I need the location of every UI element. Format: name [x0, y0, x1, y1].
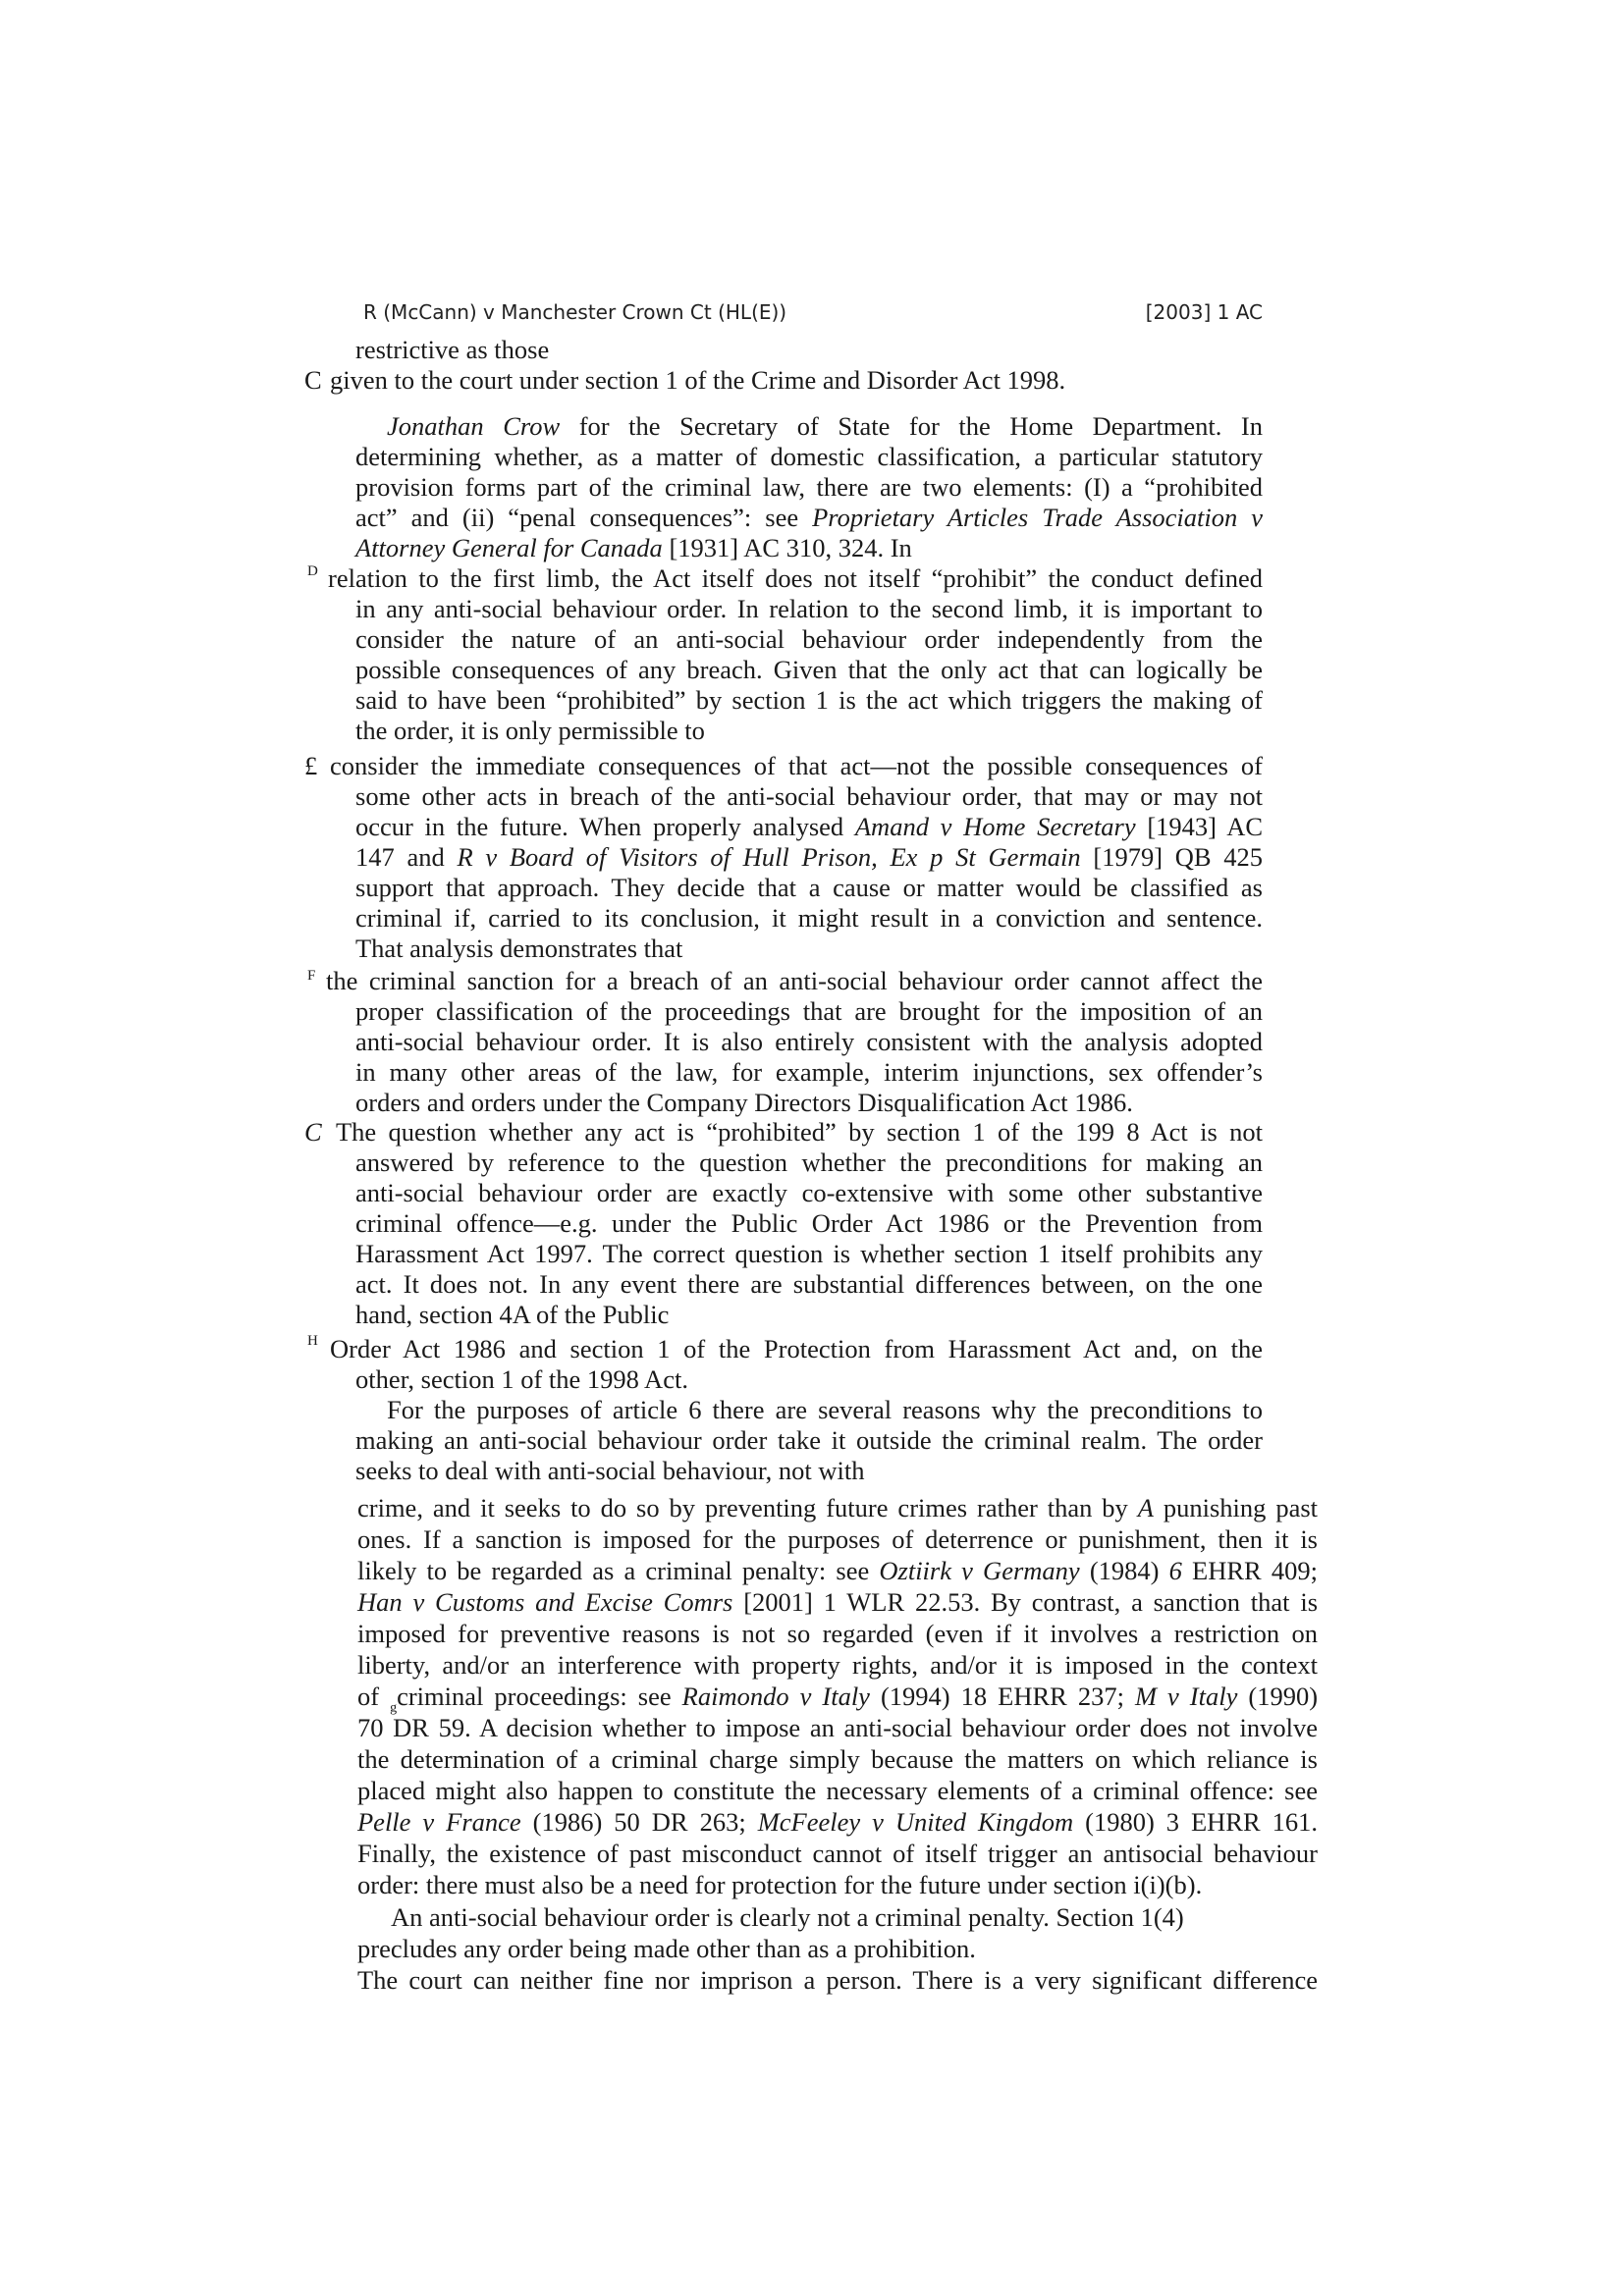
text-line: The question whether any act is “prohibited” by section 1 of the 199 8 Act is not: [336, 1117, 1263, 1147]
text-span: punishing past: [1163, 1493, 1319, 1522]
text-span: [1943] AC: [1147, 812, 1264, 841]
text-line: in any anti-social behaviour order. In relation to the second limb, it is important to: [355, 594, 1263, 623]
text-span: [1931] AC 310, 324. In: [669, 533, 912, 562]
case-name: Han v Customs and Excise Comrs: [357, 1587, 733, 1617]
text-line: the order, it is only permissible to: [355, 716, 705, 745]
text-line: relation to the first limb, the Act itself does not itself “prohibit” the conduct defined: [328, 563, 1263, 593]
text-line: imposed for preventive reasons is not so regarded (even if it involves a restriction on: [357, 1619, 1318, 1648]
text-line: order: there must also be a need for protection for the future under section i(i)(b).: [357, 1870, 1203, 1899]
text-line: [355, 812, 1263, 843]
text-line: 70 DR 59. A decision whether to impose an anti-social behaviour order does not involve: [357, 1713, 1318, 1742]
case-name: Amand v Home Secretary: [854, 812, 1136, 841]
text-line: [355, 842, 1263, 874]
text-line: answered by reference to the question whether the preconditions for making an: [355, 1148, 1263, 1177]
text-line: support that approach. They decide that a cause or matter would be classified as: [355, 873, 1263, 902]
margin-letter-c-italic: C: [304, 1117, 322, 1147]
text-line: orders and orders under the Company Directors Disqualification Act 1986.: [355, 1088, 1133, 1117]
text-span: (1986) 50 DR 263;: [532, 1807, 746, 1837]
text-line: criminal offence—e.g. under the Public Order Act 1986 or the Prevention from: [355, 1208, 1263, 1238]
case-name: Attorney General for Canada: [355, 533, 663, 562]
text-span: act” and (ii) “penal consequences”: see: [355, 503, 799, 532]
case-name: Raimondo v Italy: [681, 1682, 870, 1711]
text-span: (1994) 18 EHRR 237;: [880, 1682, 1124, 1711]
text-line: determining whether, as a matter of domestic classification, a particular statutory: [355, 442, 1263, 471]
text-span: EHRR 409;: [1192, 1556, 1318, 1585]
margin-letter-c: C: [304, 365, 322, 395]
text-line: ones. If a sanction is imposed for the purposes of deterrence or punishment, then it is: [357, 1524, 1318, 1554]
text-span: crime, and it seeks to do so by preventing future crimes rather than by: [357, 1493, 1128, 1522]
paragraph-first-line: An anti-social behaviour order is clearly not a criminal penalty. Section 1(4): [391, 1902, 1184, 1932]
text-line: [357, 1556, 1318, 1587]
text-line: anti-social behaviour order. It is also entirely consistent with the analysis adopted: [355, 1027, 1263, 1056]
case-name: Proprietary Articles Trade Association v: [812, 503, 1263, 532]
text-line: placed might also happen to constitute the necessary elements of a criminal offence: see: [357, 1776, 1318, 1805]
text-line: precludes any order being made other than as a prohibition.: [357, 1934, 976, 1963]
paragraph-first-line: For the purposes of article 6 there are several reasons why the preconditions to: [387, 1395, 1263, 1424]
text-line: [355, 503, 1263, 534]
text-line: anti-social behaviour order are exactly co-extensive with some other substantive: [355, 1178, 1263, 1207]
text-line: in many other areas of the law, for example, interim injunctions, sex offender’s: [355, 1057, 1263, 1087]
text-line: Finally, the existence of past misconduct cannot of itself trigger an antisocial behaviour: [357, 1839, 1318, 1868]
text-line: given to the court under section 1 of the Crime and Disorder Act 1998.: [330, 365, 1066, 395]
text-line: That analysis demonstrates that: [355, 934, 683, 963]
text-line: [357, 1807, 1318, 1839]
text-span: 6: [1168, 1556, 1182, 1585]
text-line: [357, 1587, 1318, 1619]
report-citation: [2003] 1 AC: [1145, 300, 1263, 324]
text-line: Harassment Act 1997. The correct question is whether section 1 itself prohibits any: [355, 1239, 1263, 1268]
margin-letter-e: £: [304, 751, 318, 780]
text-line: the criminal sanction for a breach of an anti-social behaviour order cannot affect the: [326, 966, 1263, 995]
text-span: [2001] 1 WLR 22.53. By contrast, a sanction that is: [743, 1587, 1319, 1617]
paragraph-first-line: [387, 411, 1263, 443]
margin-letter-h: H: [307, 1333, 318, 1349]
running-header: [0, 300, 1624, 330]
margin-letter-f: F: [307, 968, 316, 984]
text-span: (1980) 3 EHRR 161.: [1085, 1807, 1319, 1837]
text-line: act. It does not. In any event there are substantial differences between, on the one: [355, 1269, 1263, 1299]
case-name: R v Board of Visitors of Hull Prison, Ex p St Germain: [457, 842, 1081, 872]
counsel-name: Jonathan Crow: [387, 411, 561, 441]
text-span: likely to be regarded as a criminal penalty: see: [357, 1556, 870, 1585]
text-span: 147 and: [355, 842, 445, 872]
text-line: the determination of a criminal charge simply because the matters on which reliance is: [357, 1744, 1318, 1774]
text-line: some other acts in breach of the anti-social behaviour order, that may or may not: [355, 781, 1263, 811]
text-line: seeks to deal with anti-social behaviour, not with: [355, 1456, 865, 1485]
case-name: Oztiirk v Germany: [879, 1556, 1080, 1585]
text-line: consider the immediate consequences of that act—not the possible consequences of: [330, 751, 1263, 780]
text-span: occur in the future. When properly analysed: [355, 812, 844, 841]
text-span: (1984): [1089, 1556, 1160, 1585]
margin-letter-d: D: [307, 563, 318, 579]
margin-letter-a: A: [1137, 1493, 1154, 1522]
text-span: (1990): [1248, 1682, 1319, 1711]
text-line: possible consequences of any breach. Given that the only act that can logically be: [355, 655, 1263, 684]
text-span: [1979] QB 425: [1093, 842, 1264, 872]
margin-letter-g: g: [390, 1700, 398, 1716]
text-span: for the Secretary of State for the Home Department. In: [578, 411, 1263, 441]
text-span: criminal proceedings: see: [397, 1682, 672, 1711]
text-line: said to have been “prohibited” by section 1 is the act which triggers the making of: [355, 685, 1263, 715]
text-line: making an anti-social behaviour order take it outside the criminal realm. The order: [355, 1425, 1263, 1455]
text-line: criminal if, carried to its conclusion, it might result in a conviction and sentence.: [355, 903, 1263, 933]
text-line: provision forms part of the criminal law, there are two elements: (I) a “prohibited: [355, 472, 1263, 502]
text-line: hand, section 4A of the Public: [355, 1300, 670, 1329]
text-line: [355, 533, 1263, 564]
text-line: proper classification of the proceedings that are brought for the imposition of an: [355, 996, 1263, 1026]
text-line: consider the nature of an anti-social behaviour order independently from the: [355, 624, 1263, 654]
text-line: other, section 1 of the 1998 Act.: [355, 1364, 688, 1394]
text-line: liberty, and/or an interference with property rights, and/or it is imposed in the context: [357, 1650, 1318, 1680]
case-title: R (McCann) v Manchester Crown Ct (HL(E)): [363, 300, 787, 324]
case-name: M v Italy: [1134, 1682, 1238, 1711]
text-line: Order Act 1986 and section 1 of the Protection from Harassment Act and, on the: [330, 1334, 1263, 1363]
case-name: Pelle v France: [357, 1807, 521, 1837]
text-line: restrictive as those: [355, 335, 550, 364]
text-line: The court can neither fine nor imprison a person. There is a very significant difference: [357, 1965, 1318, 1995]
case-name: McFeeley v United Kingdom: [757, 1807, 1074, 1837]
text-span: of: [357, 1682, 380, 1711]
text-line: [357, 1493, 1318, 1524]
